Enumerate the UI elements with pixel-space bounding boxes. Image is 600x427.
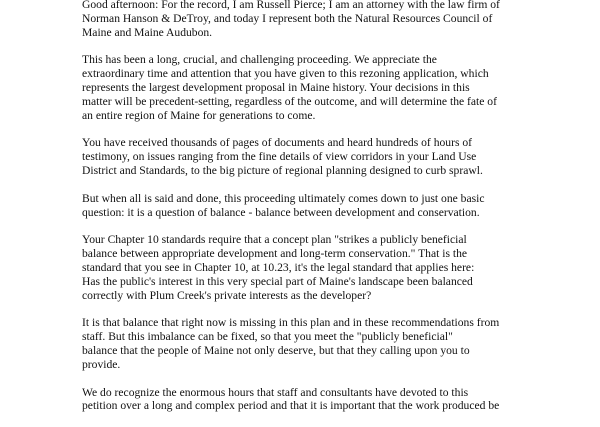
document-body: [82, 0, 552, 427]
text-line: But when all is said and done, this proceeding ultimately comes down to just one basic: [82, 191, 485, 205]
text-line: question: it is a question of balance - balance between development and conservation.: [82, 205, 480, 219]
text-line: staff. But this imbalance can be fixed, so that you meet the "publicly beneficial": [82, 330, 453, 344]
text-line: Norman Hanson & DeTroy, and today I represent both the Natural Resources Council of: [82, 11, 493, 25]
text-line: provide.: [82, 357, 121, 371]
text-line: extraordinary time and attention that you have given to this rezoning application, which: [82, 67, 489, 81]
text-line: represents the largest development proposal in Maine history. Your decisions in this: [82, 80, 470, 94]
paragraph-imbalance: [82, 316, 552, 371]
text-line: Has the public's interest in this very special part of Maine's landscape been balanced: [82, 274, 473, 288]
paragraph-documents: [82, 136, 552, 177]
text-line: petition over a long and complex period and that it is important that the work produced be: [82, 399, 500, 413]
text-line: We do recognize the enormous hours that staff and consultants have devoted to this: [82, 385, 469, 399]
paragraph-greeting: [82, 0, 552, 39]
text-line: This has been a long, crucial, and challenging proceeding. We appreciate the: [82, 53, 437, 67]
text-line: standard that you see in Chapter 10, at 10.23, it's the legal standard that applies here:: [82, 260, 475, 274]
text-line: Good afternoon: For the record, I am Russell Pierce; I am an attorney with the law firm of: [82, 0, 500, 11]
text-line: Maine and Maine Audubon.: [82, 25, 213, 39]
paragraph-recognition: [82, 386, 552, 414]
paragraph-balance-question: [82, 192, 552, 220]
text-line: District and Standards, to the big picture of regional planning designed to curb sprawl.: [82, 163, 483, 177]
paragraph-chapter-10: [82, 233, 552, 302]
text-line: balance that the people of Maine not only deserve, but that they calling upon you to: [82, 343, 470, 357]
text-line: Your Chapter 10 standards require that a concept plan "strikes a publicly beneficial: [82, 233, 467, 247]
text-line: matter will be precedent-setting, regardless of the outcome, and will determine the fate of: [82, 94, 497, 108]
text-line: correctly with Plum Creek's private interests as the developer?: [82, 288, 372, 302]
text-line: an entire region of Maine for generations to come.: [82, 108, 316, 122]
text-line: balance between appropriate development and long-term conservation." That is the: [82, 247, 468, 261]
text-line: It is that balance that right now is missing in this plan and in these recommendations from: [82, 316, 500, 330]
text-line: You have received thousands of pages of documents and heard hundreds of hours of: [82, 136, 473, 150]
paragraph-proceeding: [82, 53, 552, 122]
text-line: testimony, on issues ranging from the fine details of view corridors in your Land Use: [82, 150, 477, 164]
